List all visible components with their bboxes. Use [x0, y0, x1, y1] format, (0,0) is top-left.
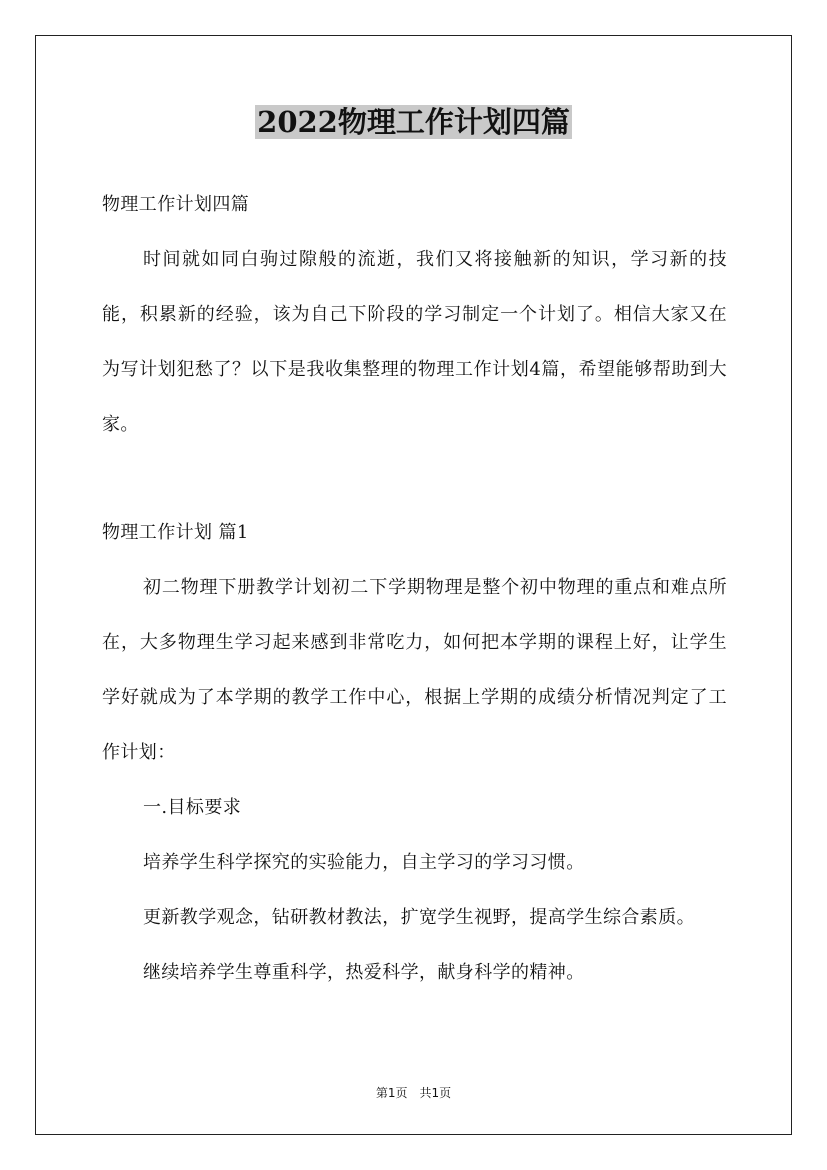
list-heading: 一.目标要求 [143, 797, 242, 818]
subtitle-paragraph: 物理工作计划四篇 [102, 194, 250, 215]
document-body [102, 177, 727, 1000]
intro-paragraph: 时间就如同白驹过隙般的流逝，我们又将接触新的知识，学习新的技能，积累新的经验，该为自己下阶段的学习制定一个计划了。相信大家又在为写计划犯愁了？以下是我收集整理的物理工作计划4篇，希望能够帮助到大家。 [102, 249, 727, 435]
body-paragraph: 更新教学观念，钻研教材教法，扩宽学生视野，提高学生综合素质。 [143, 907, 695, 928]
body-paragraph: 初二物理下册教学计划初二下学期物理是整个初中物理的重点和难点所在，大多物理生学习起来感到非常吃力，如何把本学期的课程上好，让学生学好就成为了本学期的教学工作中心，根据上学期的成绩分析情况判定了工作计划： [102, 577, 727, 763]
section-gap [102, 452, 727, 505]
body-paragraph: 培养学生科学探究的实验能力，自主学习的学习习惯。 [143, 852, 585, 873]
section-heading: 物理工作计划 篇1 [102, 522, 249, 543]
body-paragraph: 继续培养学生尊重科学，热爱科学，献身科学的精神。 [143, 962, 585, 983]
document-title-text: 2022物理工作计划四篇 [257, 105, 570, 139]
page-footer [0, 1084, 827, 1101]
page-number: 第1页 共1页 [375, 1086, 452, 1100]
document-title [0, 100, 827, 144]
